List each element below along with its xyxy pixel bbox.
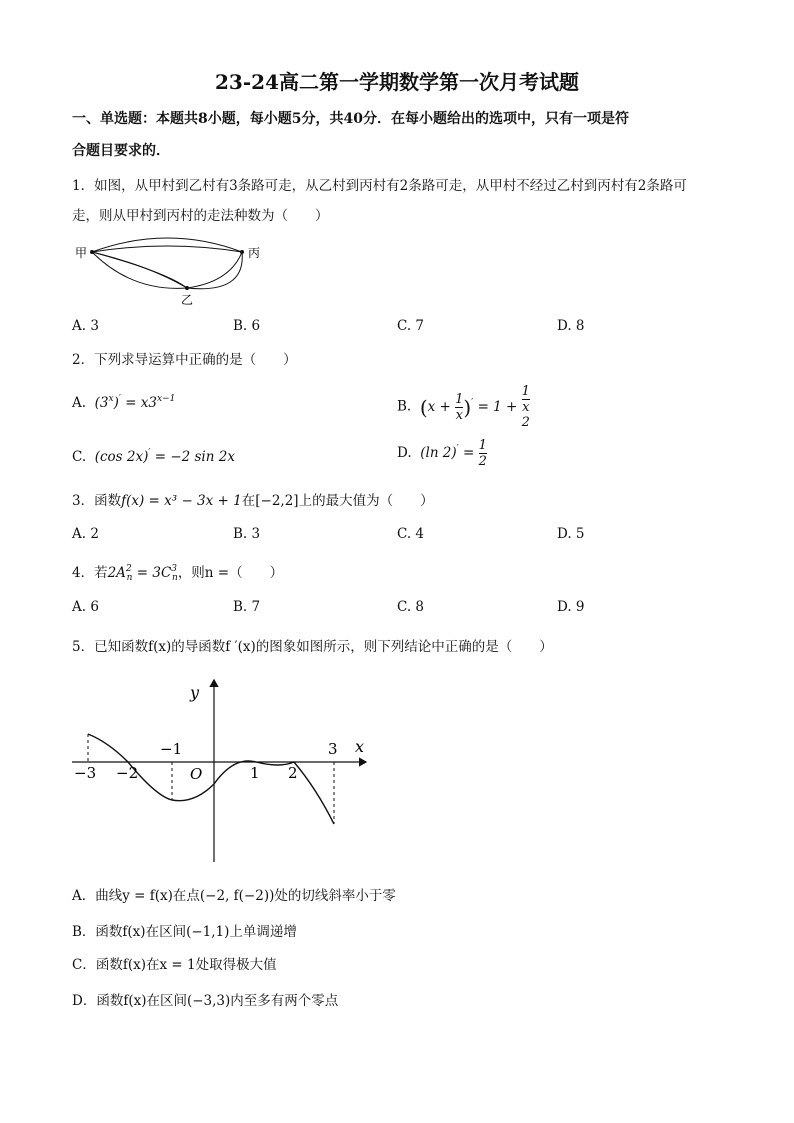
- q3-option-d[interactable]: D. 5: [557, 526, 585, 542]
- q5-option-c[interactable]: C．函数f(x)在x = 1处取得极大值: [72, 957, 277, 973]
- q4-option-b[interactable]: B. 7: [233, 599, 261, 615]
- q5-stem: 5．已知函数f(x)的导函数f ′(x)的图象如图所示，则下列结论中正确的是（ ）: [72, 639, 553, 655]
- q1-option-b[interactable]: B. 6: [233, 318, 261, 334]
- q1-option-c[interactable]: C. 7: [397, 318, 425, 334]
- q1-option-d[interactable]: D. 8: [557, 318, 585, 334]
- q3-option-b[interactable]: B. 3: [233, 526, 261, 542]
- q4-option-c[interactable]: C. 8: [397, 599, 425, 615]
- q3-suffix: 在[−2,2]上的最大值为（ ）: [241, 493, 434, 509]
- q1-stem-line2: 走，则从甲村到丙村的走法种数为（ ）: [72, 208, 329, 224]
- q1-road-diagram: [70, 236, 270, 308]
- q5-option-a[interactable]: A．曲线y = f(x)在点(−2, f(−2))处的切线斜率小于零: [72, 888, 396, 904]
- q4-equation: $2A^2_n = 3C^3_n$: [107, 564, 178, 583]
- q2-option-a-formula: $(3^x)' = x3^{x-1}$: [90, 394, 176, 411]
- q5-derivative-graph: [66, 672, 376, 868]
- q5-option-d[interactable]: D．函数f(x)在区间(−3,3)内至多有两个零点: [72, 993, 339, 1009]
- section-header-line1: 一、单选题：本题共8小题，每小题5分，共40分．在每小题给出的选项中，只有一项是符: [72, 111, 629, 127]
- q5-option-b[interactable]: B．函数f(x)在区间(−1,1)上单调递增: [72, 924, 297, 940]
- q4-stem: [72, 561, 283, 583]
- q4-option-a[interactable]: A. 6: [72, 599, 99, 615]
- q3-prefix: 3．函数: [72, 493, 122, 509]
- q2-option-d[interactable]: [397, 438, 487, 469]
- q1-label-bing: 丙: [248, 246, 261, 260]
- q2-option-b-formula: (x + $\frac{1}{x}$ )′ = 1 + 1 x 2: [419, 384, 530, 430]
- q5-x-label: x: [355, 737, 365, 756]
- q3-option-c[interactable]: C. 4: [397, 526, 425, 542]
- q5-tick-neg2: −2: [116, 764, 139, 782]
- q2-option-a-label: A.: [72, 395, 87, 411]
- q3-expression: f(x) = x³ − 3x + 1: [121, 493, 242, 509]
- page-title: 23-24高二第一学期数学第一次月考试题: [215, 70, 579, 94]
- q3-option-a[interactable]: A. 2: [72, 526, 99, 542]
- q5-origin-label: O: [190, 765, 203, 783]
- q2-option-c-formula: (cos 2x)′ = −2 sin 2x: [90, 448, 235, 465]
- q5-y-label: y: [190, 683, 200, 702]
- q2-option-c-label: C.: [72, 449, 87, 465]
- q1-label-jia: 甲: [75, 246, 88, 260]
- q1-stem-line1: 1．如图，从甲村到乙村有3条路可走，从乙村到丙村有2条路可走，从甲村不经过乙村到丙村有2条路可: [72, 178, 687, 194]
- q4-suffix: ，则n =（ ）: [177, 565, 284, 581]
- q1-label-yi: 乙: [181, 293, 194, 307]
- q5-tick-2: 2: [288, 764, 298, 782]
- q2-option-d-label: D.: [397, 445, 412, 461]
- q2-option-b-label: B.: [397, 398, 412, 415]
- q5-tick-neg1: −1: [160, 740, 183, 758]
- q2-option-c[interactable]: [72, 448, 235, 465]
- section-header-line2: 合题目要求的．: [72, 143, 170, 159]
- q4-prefix: 4．若: [72, 565, 108, 581]
- q5-tick-1: 1: [250, 764, 260, 782]
- q2-stem: 2．下列求导运算中正确的是（ ）: [72, 352, 297, 368]
- q2-option-a[interactable]: [72, 394, 175, 411]
- q4-option-d[interactable]: D. 9: [557, 599, 585, 615]
- q5-tick-3: 3: [328, 740, 338, 758]
- q5-tick-neg3: −3: [74, 764, 97, 782]
- q3-stem: [72, 489, 434, 509]
- q2-option-d-formula: (ln 2)′ = $\frac{1}{2}$: [415, 438, 487, 469]
- q2-option-b[interactable]: [397, 384, 530, 430]
- q1-option-a[interactable]: A. 3: [72, 318, 99, 334]
